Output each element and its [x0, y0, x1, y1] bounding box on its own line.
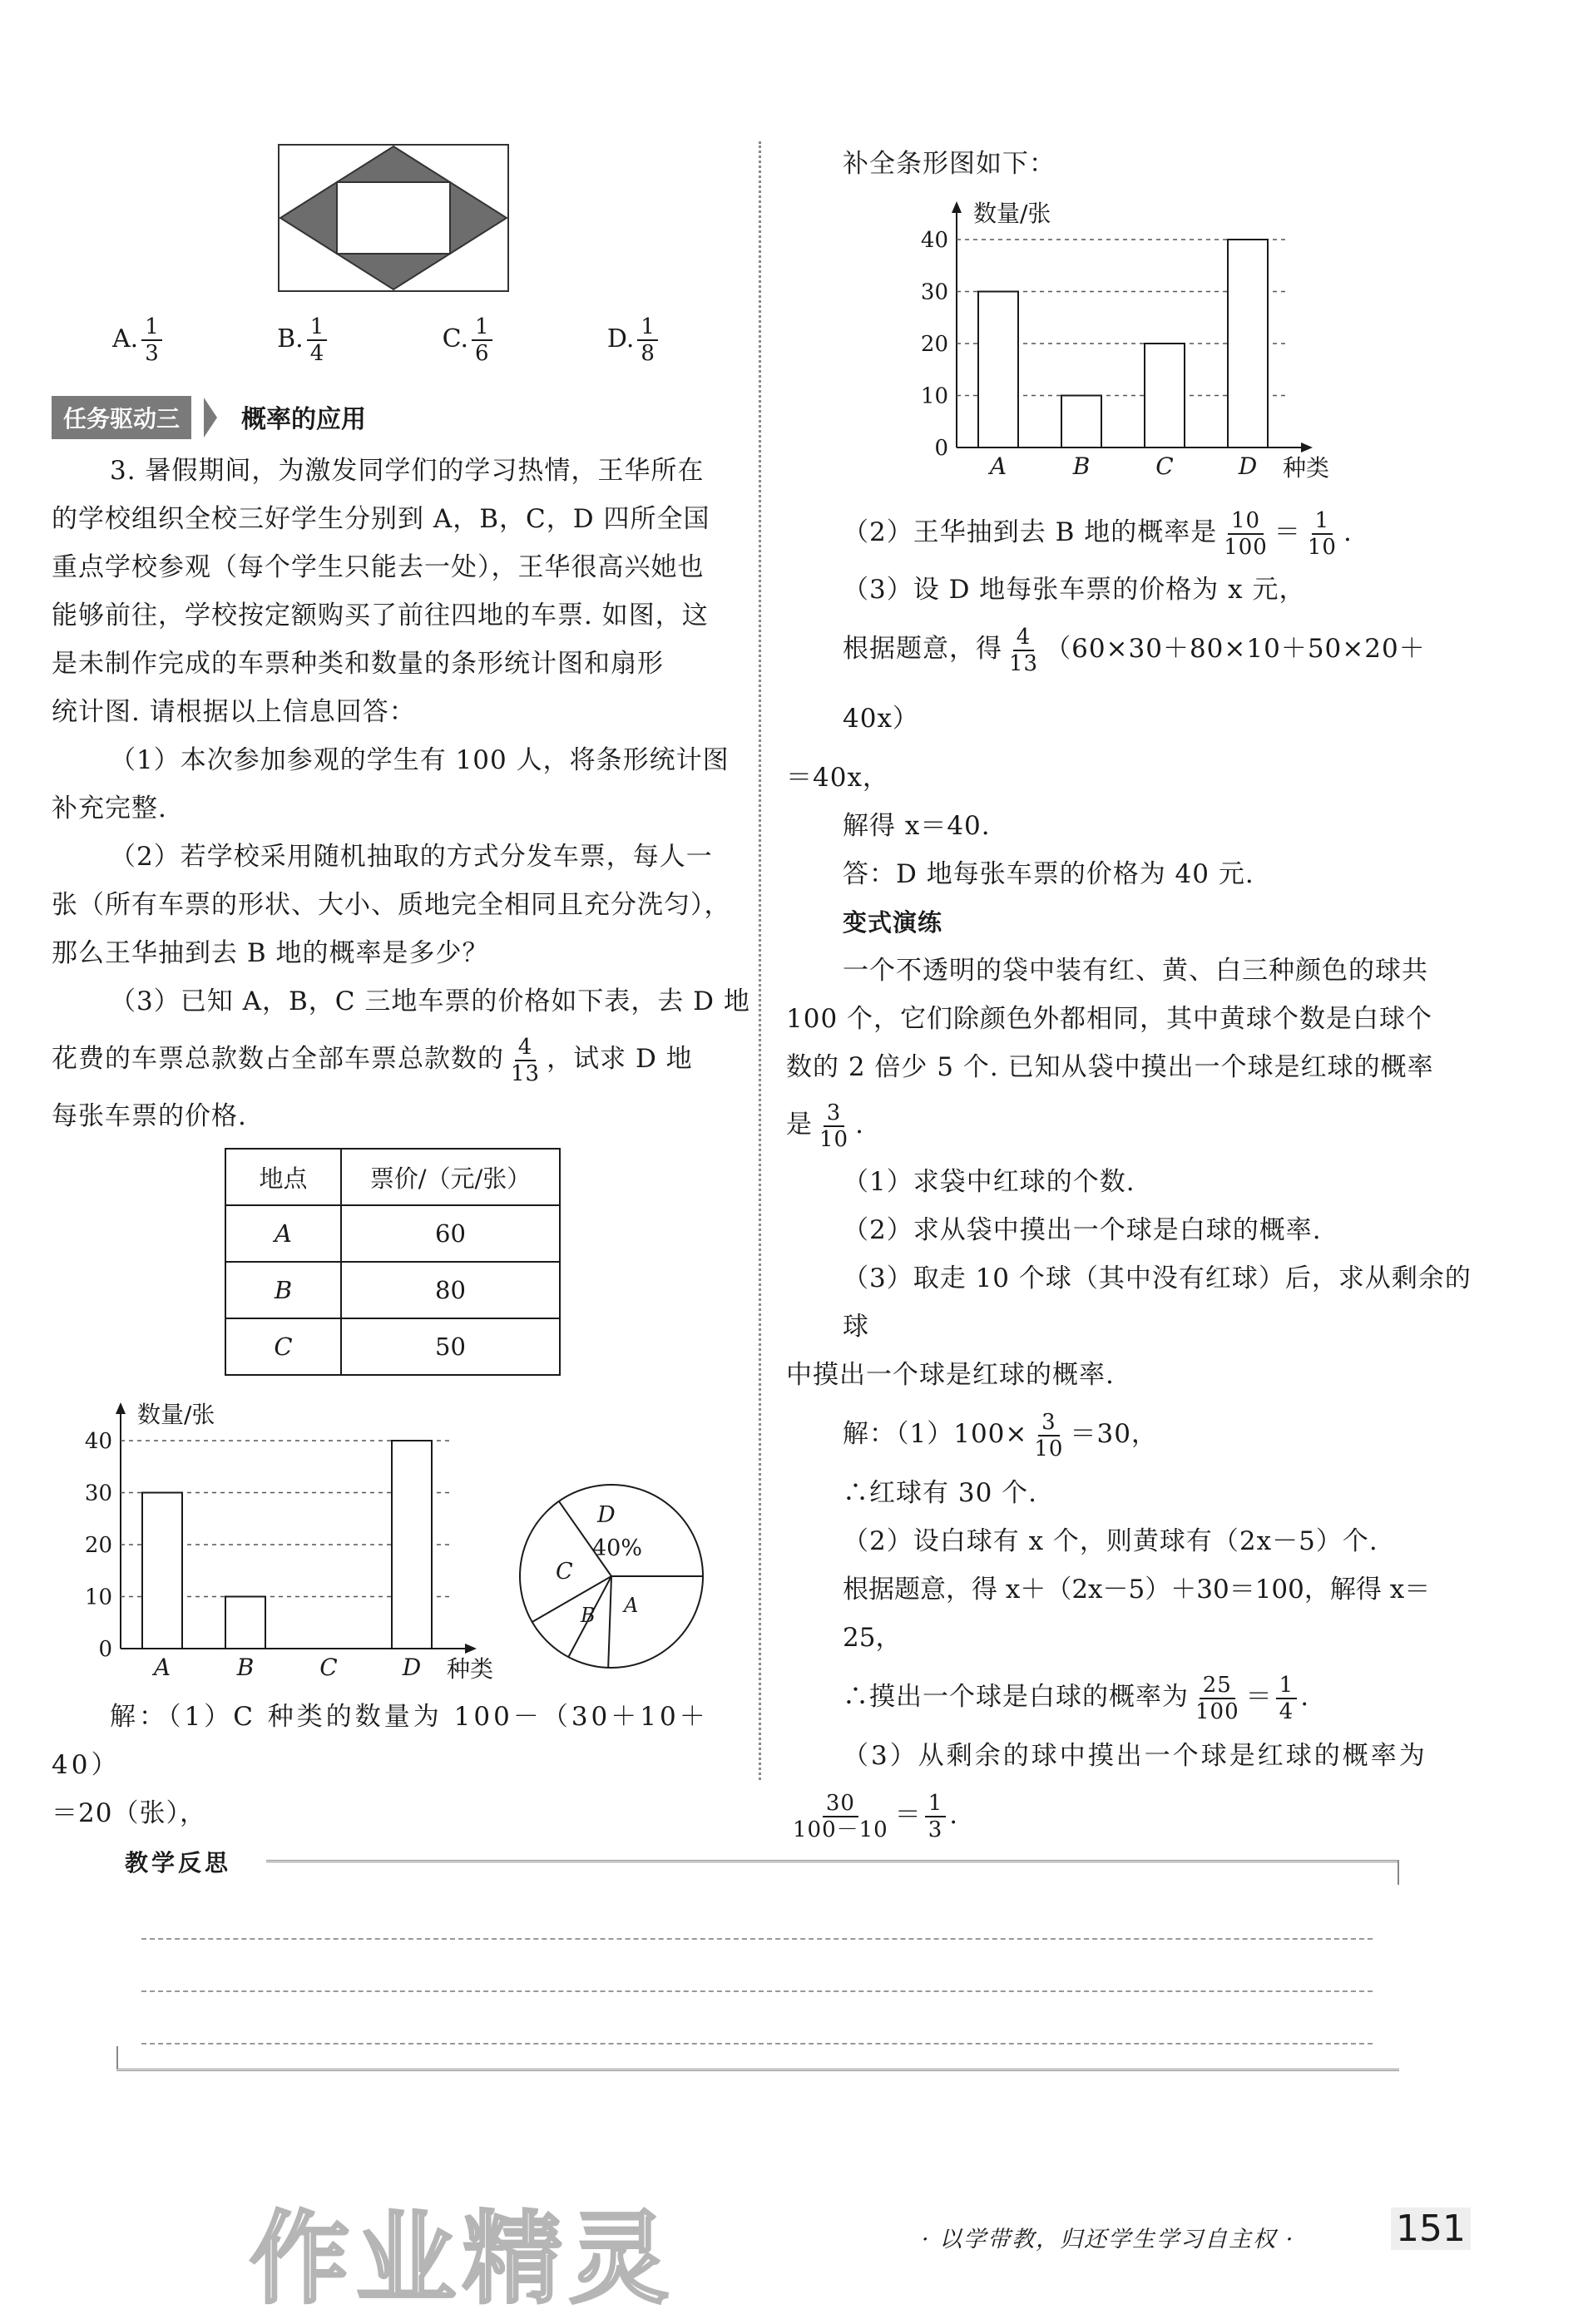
sol3-line: （3）设 D 地每张车票的价格为 x 元， — [843, 575, 1306, 605]
sol3-line: 答：D 地每张车票的价格为 40 元. — [843, 859, 1254, 889]
q3-line: （2）若学校采用随机抽取的方式分发车票，每人一 — [110, 842, 713, 872]
vsol-line: 根据题意，得 x＋（2x－5）＋30＝100，解得 x＝25， — [843, 1575, 1431, 1653]
vsol-line: （2）设白球有 x 个，则黄球有（2x－5）个. — [843, 1526, 1378, 1556]
table-row — [225, 1318, 560, 1375]
x-axis-arrow-icon — [465, 1644, 477, 1654]
table-row — [225, 1205, 560, 1262]
q3-line: 重点学校参观（每个学生只能去一处），王华很高兴她也 — [52, 552, 705, 582]
y-tick-label: 40 — [84, 1429, 112, 1454]
vsol-line: ∴红球有 30 个. — [843, 1478, 1038, 1508]
q3-line: 是未制作完成的车票种类和数量的条形统计图和扇形 — [52, 649, 664, 679]
x-axis-label: 种类 — [447, 1655, 494, 1683]
table-cell: 60 — [341, 1205, 560, 1262]
sol2-line: （2）王华抽到去 B 地的概率是 $\frac{10}{100}$ ＝ $\frac{1}{10}$ . — [843, 507, 1353, 560]
table-cell: 80 — [341, 1262, 560, 1318]
reflection-line — [141, 1990, 1373, 1992]
x-axis-label: 种类 — [1283, 454, 1330, 482]
table-header: 地点 — [225, 1149, 341, 1205]
tag-arrow-icon — [204, 398, 217, 438]
y-axis-label: 数量/张 — [137, 1401, 215, 1428]
y-tick-label: 0 — [98, 1637, 112, 1662]
table-cell: 50 — [341, 1318, 560, 1375]
bar-c — [1145, 344, 1185, 447]
bar-chart-incomplete — [75, 1381, 499, 1697]
solution-right — [786, 499, 1477, 1850]
reflection-line — [141, 2043, 1373, 2045]
variant-line: 一个不透明的袋中装有红、黄、白三种颜色的球共 — [843, 956, 1428, 986]
q3-frac-line: 花费的车票总款数占全部车票总款数的 $\frac{4}{13}$ ，试求 D 地 — [52, 1034, 693, 1086]
x-tick-label: C — [319, 1654, 338, 1681]
table-cell: B — [225, 1262, 341, 1318]
variant-question: （2）求从袋中摸出一个球是白球的概率. — [843, 1215, 1322, 1245]
y-tick-label: 10 — [84, 1585, 112, 1610]
sol3-line: 根据题意，得 $\frac{4}{13}$ （60×30＋80×10＋50×20＋40x） — [843, 624, 1426, 734]
y-tick-label: 20 — [920, 332, 948, 357]
y-axis-arrow-icon — [952, 201, 962, 213]
x-axis-arrow-icon — [1301, 443, 1313, 452]
y-tick-label: 10 — [920, 383, 948, 409]
pie-label-b: B — [581, 1604, 596, 1627]
q3-line: 统计图. 请根据以上信息回答： — [52, 697, 416, 727]
reflection-top-line — [266, 1860, 1399, 1862]
bar-chart-complete — [911, 187, 1343, 487]
y-tick-label: 30 — [84, 1481, 112, 1506]
solution-left — [52, 1693, 750, 1837]
q3-line: 张（所有车票的形状、大小、质地完全相同且充分洗匀）， — [52, 890, 731, 920]
q3-line: 3. 暑假期间，为激发同学们的学习热情，王华所在 — [110, 456, 705, 486]
sol3-line: 解得 x＝40. — [843, 811, 991, 841]
reflection-left-edge — [116, 2046, 118, 2069]
y-tick-label: 30 — [920, 279, 948, 305]
reflection-title: 教学反思 — [125, 1849, 232, 1877]
option-c[interactable]: C. $\frac{1}{6}$ — [443, 314, 496, 366]
pie-label-a: A — [624, 1594, 639, 1617]
variant-question: （1）求袋中红球的个数. — [843, 1167, 1135, 1197]
table-row — [225, 1262, 560, 1318]
y-axis-arrow-icon — [116, 1402, 126, 1414]
price-table — [225, 1148, 561, 1376]
q3-line: 的学校组织全校三好学生分别到 A，B，C，D 四所全国 — [52, 504, 710, 534]
x-tick-label: A — [153, 1654, 171, 1681]
q3-line: 能够前往，学校按定额购买了前往四地的车票. 如图，这 — [52, 601, 709, 630]
task-tag: 任务驱动三 — [52, 396, 191, 439]
options-row — [112, 314, 661, 366]
q3-line: 那么王华抽到去 B 地的概率是多少？ — [52, 938, 489, 968]
reflection-bottom-line — [116, 2069, 1399, 2071]
chart-intro: 补全条形图如下： — [843, 149, 1056, 179]
variant-frac-line: 是 $\frac{3}{10}$ . — [786, 1100, 864, 1152]
variant-line: 数的 2 倍少 5 个. 已知从袋中摸出一个球是红球的概率 — [786, 1052, 1434, 1082]
x-tick-label: B — [236, 1654, 255, 1681]
task-title: 概率的应用 — [241, 405, 366, 434]
solution-line: 解：（1）C 种类的数量为 100－（30＋10＋40） — [52, 1702, 709, 1780]
q3-line: 每张车票的价格. — [52, 1101, 247, 1131]
option-a[interactable]: A. $\frac{1}{3}$ — [112, 314, 166, 366]
pie-chart — [507, 1472, 715, 1680]
pie-label-d: D — [597, 1502, 616, 1528]
q3-line: （3）已知 A，B，C 三地车票的价格如下表，去 D 地 — [110, 986, 750, 1016]
pie-percent-d: 40% — [592, 1535, 643, 1561]
table-cell: C — [225, 1318, 341, 1375]
solution-line: ＝20（张）， — [52, 1798, 206, 1828]
x-tick-label: D — [402, 1654, 422, 1681]
x-tick-label: C — [1155, 452, 1174, 480]
variant-title: 变式演练 — [843, 908, 943, 937]
q3-line: （1）本次参加参观的学生有 100 人，将条形统计图 — [110, 745, 730, 775]
bar-b — [225, 1597, 265, 1649]
vsol-line: ∴摸出一个球是白球的概率为 $\frac{25}{100}$ ＝ $\frac{1}{4}$ . — [843, 1672, 1310, 1724]
y-tick-label: 40 — [920, 228, 948, 253]
reflection-right-edge — [1398, 1860, 1399, 1885]
option-d[interactable]: D. $\frac{1}{8}$ — [607, 314, 661, 366]
question-3 — [52, 447, 750, 1140]
y-tick-label: 20 — [84, 1533, 112, 1558]
variant-line: 100 个，它们除颜色外都相同，其中黄球个数是白球个 — [786, 1004, 1433, 1034]
vsol-line: （3）从剩余的球中摸出一个球是红球的概率为 — [843, 1741, 1427, 1771]
reflection-line — [141, 1938, 1373, 1940]
variant-question: （3）取走 10 个球（其中没有红球）后，求从剩余的球 — [843, 1263, 1472, 1342]
vsol-line: $\frac{30}{100-10}$ ＝ $\frac{1}{3}$ . — [793, 1790, 959, 1842]
bar-a — [978, 292, 1018, 448]
x-tick-label: A — [989, 452, 1007, 480]
page-number: 151 — [1391, 2208, 1471, 2250]
column-divider — [759, 141, 761, 1780]
y-tick-label: 0 — [934, 436, 948, 461]
table-header: 票价/（元/张） — [341, 1149, 560, 1205]
bar-d — [392, 1441, 432, 1649]
y-axis-label: 数量/张 — [973, 200, 1051, 227]
q3-line: 补充完整. — [52, 794, 167, 823]
bar-a — [142, 1493, 182, 1649]
x-tick-label: D — [1238, 452, 1258, 480]
vsol-line: 解：（1）100× $\frac{3}{10}$ ＝30， — [843, 1409, 1158, 1461]
watermark: 作业精灵 — [250, 2202, 675, 2317]
option-b[interactable]: B. $\frac{1}{4}$ — [277, 314, 330, 366]
bar-d — [1228, 240, 1268, 447]
variant-question: 中摸出一个球是红球的概率. — [786, 1360, 1115, 1390]
pie-label-c: C — [556, 1559, 573, 1585]
table-cell: A — [225, 1205, 341, 1262]
bar-b — [1061, 396, 1101, 448]
sol3-line: ＝40x， — [786, 763, 889, 793]
x-tick-label: B — [1072, 452, 1091, 480]
footer-slogan: · 以学带教，归还学生学习自主权 · — [922, 2227, 1295, 2252]
geometry-figure — [278, 144, 511, 294]
table-header-row — [225, 1149, 560, 1205]
